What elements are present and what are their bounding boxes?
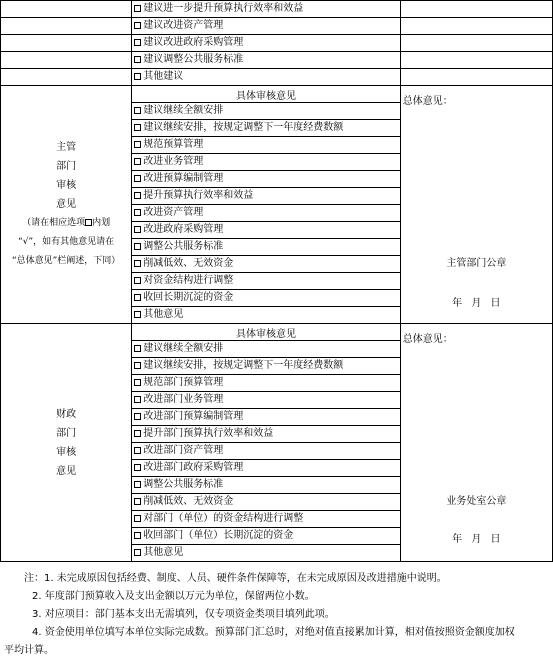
section-1-label	[1, 324, 132, 562]
checkbox-icon[interactable]	[134, 430, 141, 437]
option-s1-6[interactable]	[132, 443, 400, 460]
option-label: 建议改进政府采购管理	[143, 37, 244, 48]
option-label: 提升预算执行效率和效益	[143, 190, 254, 201]
option-label: 削减低效、无效资金	[143, 496, 234, 507]
option-label: 改进部门政府采购管理	[143, 462, 244, 473]
section-label-line: 意见	[56, 199, 77, 210]
date-label: 年 月 日	[452, 298, 501, 309]
blank-cell	[1, 1, 132, 18]
option-s0-3[interactable]	[132, 154, 400, 171]
option-label: 规范预算管理	[143, 139, 204, 150]
section-0-label	[1, 86, 132, 324]
overall-opinion-label: 总体意见：	[402, 96, 453, 107]
instruction-part: 内划	[92, 218, 111, 228]
checkbox-icon[interactable]	[134, 362, 141, 369]
option-s1-3[interactable]	[132, 392, 400, 409]
option-top-1[interactable]	[132, 18, 400, 35]
option-label: 建议继续安排，按规定调整下一年度经费数额	[143, 360, 344, 371]
checkbox-icon[interactable]	[134, 192, 141, 199]
option-s0-4[interactable]	[132, 171, 400, 188]
option-s1-12[interactable]	[132, 545, 400, 562]
option-label: 其他建议	[143, 71, 184, 82]
checkbox-icon[interactable]	[134, 447, 141, 454]
blank-cell	[400, 18, 552, 35]
checkbox-icon[interactable]	[134, 396, 141, 403]
checkbox-icon[interactable]	[134, 498, 141, 505]
checkbox-icon[interactable]	[134, 549, 141, 556]
official-seal-label: 业务处室公章	[446, 496, 507, 507]
checkbox-icon[interactable]	[134, 158, 141, 165]
option-label: 改进部门资产管理	[143, 445, 224, 456]
option-s0-10[interactable]	[132, 273, 400, 290]
date-label: 年 月 日	[452, 534, 501, 545]
instruction-part: “√”，如有其他意见请在	[18, 237, 115, 247]
checkbox-icon[interactable]	[134, 243, 141, 250]
checkbox-icon[interactable]	[134, 464, 141, 471]
checkbox-icon[interactable]	[134, 175, 141, 182]
checkbox-icon[interactable]	[134, 345, 141, 352]
checkbox-icon[interactable]	[134, 226, 141, 233]
option-s1-5[interactable]	[132, 426, 400, 443]
checkbox-icon[interactable]	[134, 5, 141, 12]
option-label: 调整公共服务标准	[143, 479, 224, 490]
checkbox-icon[interactable]	[134, 294, 141, 301]
option-s1-2[interactable]	[132, 375, 400, 392]
checkbox-icon[interactable]	[134, 515, 141, 522]
checkbox-icon[interactable]	[134, 73, 141, 80]
option-label: 改进部门业务管理	[143, 394, 224, 405]
option-label: 改进业务管理	[143, 156, 204, 167]
note-3: 3. 对应项目：部门基本支出无需填列，仅专项资金类项目填列此项。	[32, 609, 335, 620]
detail-header: 具体审核意见	[132, 86, 400, 103]
option-s0-7[interactable]	[132, 222, 400, 239]
overall-opinion-cell[interactable]	[400, 324, 552, 562]
option-s0-6[interactable]	[132, 205, 400, 222]
note-4: 4. 资金使用单位填写本单位实际完成数。预算部门汇总时，对绝对值直接累加计算，相对值按照资金额度加权	[32, 627, 515, 638]
section-label-line: 部门	[56, 427, 77, 439]
note-4-cont: 平均计算。	[4, 645, 54, 656]
option-s0-2[interactable]	[132, 137, 400, 154]
section-label-line: 审核	[56, 446, 77, 458]
option-s1-1[interactable]	[132, 358, 400, 375]
option-label: 建议继续安排，按规定调整下一年度经费数额	[143, 122, 344, 133]
blank-cell	[1, 69, 132, 86]
note-2: 2. 年度部门预算收入及支出金额以万元为单位，保留两位小数。	[32, 591, 315, 602]
option-label: 建议改进资产管理	[143, 20, 224, 31]
blank-cell	[400, 52, 552, 69]
option-s1-0[interactable]	[132, 341, 400, 358]
checkbox-icon[interactable]	[134, 413, 141, 420]
checkbox-icon[interactable]	[134, 22, 141, 29]
option-s1-4[interactable]	[132, 409, 400, 426]
option-top-0[interactable]	[132, 1, 400, 18]
option-label: 规范部门预算管理	[143, 377, 224, 388]
checkbox-icon[interactable]	[134, 311, 141, 318]
option-s0-9[interactable]	[132, 256, 400, 273]
note-1: 注：1. 未完成原因包括经费、制度、人员、硬件条件保障等，在未完成原因及改进措施中说明。	[24, 573, 447, 584]
option-s1-9[interactable]	[132, 494, 400, 511]
overall-opinion-cell[interactable]	[400, 86, 552, 324]
option-s0-8[interactable]	[132, 239, 400, 256]
option-label: 对资金结构进行调整	[143, 275, 234, 286]
option-label: 调整公共服务标准	[143, 241, 224, 252]
option-s0-0[interactable]	[132, 103, 400, 120]
blank-cell	[1, 18, 132, 35]
option-label: 其他意见	[143, 309, 184, 320]
checkbox-icon[interactable]	[134, 124, 141, 131]
option-s0-5[interactable]	[132, 188, 400, 205]
checkbox-icon[interactable]	[134, 56, 141, 63]
option-label: 建议继续全额安排	[143, 105, 224, 116]
option-label: 建议继续全额安排	[143, 343, 224, 354]
checkbox-icon[interactable]	[134, 209, 141, 216]
option-label: 建议进一步提升预算执行效率和效益	[143, 3, 304, 14]
option-s1-8[interactable]	[132, 477, 400, 494]
checkbox-icon[interactable]	[134, 379, 141, 386]
option-label: 收回部门（单位）长期沉淀的资金	[143, 530, 294, 541]
option-label: 改进部门预算编制管理	[143, 411, 244, 422]
option-s1-11[interactable]	[132, 528, 400, 545]
section-label-line: 意见	[56, 465, 77, 477]
option-s1-7[interactable]	[132, 460, 400, 477]
checkbox-icon[interactable]	[134, 532, 141, 539]
blank-cell	[1, 52, 132, 69]
option-label: 改进预算编制管理	[143, 173, 224, 184]
option-s0-12[interactable]	[132, 307, 400, 324]
option-label: 改进资产管理	[143, 207, 204, 218]
option-label: 其他意见	[143, 547, 184, 558]
checkbox-icon[interactable]	[134, 260, 141, 267]
notes-block	[4, 570, 553, 660]
option-label: 收回长期沉淀的资金	[143, 292, 234, 303]
blank-cell	[400, 35, 552, 52]
overall-opinion-label: 总体意见：	[402, 334, 453, 345]
option-label: 提升部门预算执行效率和效益	[143, 428, 274, 439]
section-label-line: 财政	[56, 408, 77, 420]
instruction-part: “总体意见”栏阐述，下同）	[11, 256, 121, 266]
option-label: 建议调整公共服务标准	[143, 54, 244, 65]
option-top-3[interactable]	[132, 52, 400, 69]
checkbox-icon[interactable]	[134, 141, 141, 148]
option-s1-10[interactable]	[132, 511, 400, 528]
section-label-line: 审核	[56, 180, 77, 191]
option-top-4[interactable]	[132, 69, 400, 86]
blank-cell	[1, 35, 132, 52]
checkbox-icon[interactable]	[134, 107, 141, 114]
section-label-line: 主管	[56, 142, 77, 153]
detail-header: 具体审核意见	[132, 324, 400, 341]
option-top-2[interactable]	[132, 35, 400, 52]
checkbox-icon[interactable]	[134, 39, 141, 46]
option-label: 改进政府采购管理	[143, 224, 224, 235]
checkbox-icon[interactable]	[134, 481, 141, 488]
blank-cell	[400, 69, 552, 86]
option-label: 对部门（单位）的资金结构进行调整	[143, 513, 304, 524]
instruction-part: （请在相应选项	[22, 218, 86, 228]
option-s0-11[interactable]	[132, 290, 400, 307]
instruction-note	[1, 214, 131, 271]
option-s0-1[interactable]	[132, 120, 400, 137]
blank-cell	[400, 1, 552, 18]
section-label-line: 部门	[56, 161, 77, 172]
official-seal-label: 主管部门公章	[446, 258, 507, 269]
checkbox-icon[interactable]	[134, 277, 141, 284]
option-label: 削减低效、无效资金	[143, 258, 234, 269]
